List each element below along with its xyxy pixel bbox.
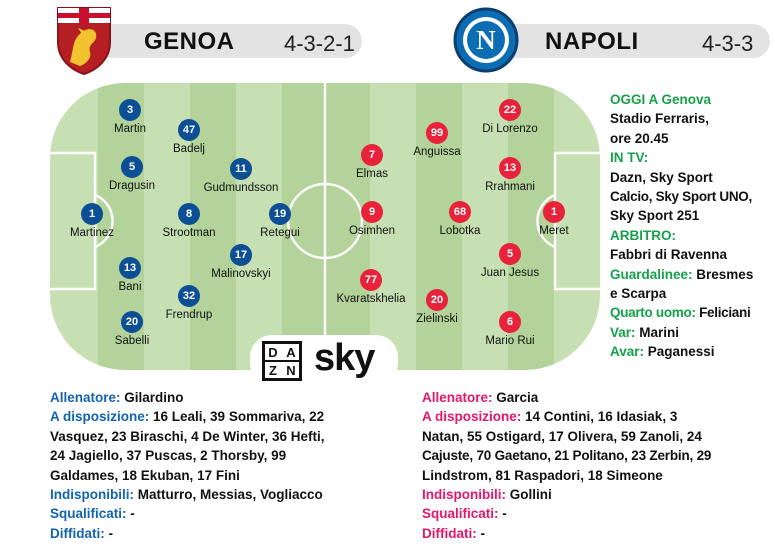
player-number: 11 bbox=[230, 158, 252, 180]
diffidati-label: Diffidati: bbox=[50, 525, 105, 541]
player-name: Bani bbox=[118, 281, 142, 293]
disposizione-line: 16 Leali, 39 Sommariva, 22 bbox=[149, 409, 325, 425]
player-number: 19 bbox=[269, 203, 291, 225]
disposizione-line: Cajuste, 70 Gaetano, 21 Politano, 23 Zerbin, 29 bbox=[422, 448, 712, 464]
indisponibili-label: Indisponibili: bbox=[50, 487, 134, 503]
player-number: 22 bbox=[499, 99, 521, 121]
broadcaster-logos bbox=[250, 335, 398, 385]
diffidati: - bbox=[476, 525, 485, 541]
match-info bbox=[610, 90, 775, 362]
tv-line: Dazn, Sky Sport bbox=[610, 169, 713, 185]
player-name: Kvaratskhelia bbox=[336, 293, 406, 305]
disposizione-line: Lindstrom, 81 Raspadori, 18 Simeone bbox=[422, 467, 663, 483]
player-name: Strootman bbox=[162, 227, 216, 239]
player-name: Juan Jesus bbox=[480, 267, 540, 279]
away-team-name: NAPOLI bbox=[545, 28, 639, 55]
disposizione-line: Natan, 55 Ostigard, 17 Olivera, 59 Zanoli, 24 bbox=[422, 428, 702, 444]
guardalinee-label: Guardalinee: bbox=[610, 266, 693, 282]
guardalinee-cont: e Scarpa bbox=[610, 286, 667, 302]
player-name: Gudmundsson bbox=[203, 182, 279, 194]
svg-text:A: A bbox=[286, 345, 296, 360]
tv-label: IN TV: bbox=[610, 150, 649, 166]
player-number: 32 bbox=[178, 285, 200, 307]
player-number: 7 bbox=[361, 144, 383, 166]
player-name: Malinovskyi bbox=[211, 268, 271, 280]
player-number: 9 bbox=[361, 201, 383, 223]
player-number: 13 bbox=[119, 257, 141, 279]
svg-text:N: N bbox=[476, 25, 496, 55]
oggi-label: OGGI A Genova bbox=[610, 92, 712, 107]
player-name: Anguissa bbox=[413, 146, 461, 158]
squalificati-label: Squalificati: bbox=[50, 506, 127, 522]
player-number: 99 bbox=[426, 122, 448, 144]
svg-text:D: D bbox=[268, 345, 278, 360]
avar-label: Avar: bbox=[610, 344, 645, 360]
sky-logo: sky bbox=[314, 337, 375, 379]
disposizione-line: Galdames, 18 Ekuban, 17 Fini bbox=[50, 467, 240, 483]
guardalinee: Bresmes bbox=[692, 266, 754, 282]
var-label: Var: bbox=[610, 324, 636, 340]
player-number: 3 bbox=[119, 99, 141, 121]
indisponibili: Gollini bbox=[506, 487, 552, 503]
away-team-formation: 4-3-3 bbox=[702, 31, 754, 56]
home-team-name: GENOA bbox=[144, 28, 235, 55]
avar: Paganessi bbox=[644, 344, 715, 360]
allenatore: Garcia bbox=[492, 390, 539, 405]
diffidati-label: Diffidati: bbox=[422, 525, 477, 541]
player-name: Lobotka bbox=[439, 225, 481, 237]
dazn-logo bbox=[262, 341, 302, 381]
allenatore: Gilardino bbox=[120, 390, 184, 405]
disposizione-label: A disposizione: bbox=[422, 409, 522, 425]
disposizione-line: 24 Jagiello, 37 Puscas, 2 Thorsby, 99 bbox=[50, 448, 287, 464]
diffidati: - bbox=[104, 525, 113, 541]
arbitro: Fabbri di Ravenna bbox=[610, 247, 728, 263]
allenatore-label: Allenatore: bbox=[50, 390, 121, 405]
player-number: 47 bbox=[178, 119, 200, 141]
disposizione-line: 14 Contini, 16 Idasiak, 3 bbox=[521, 409, 678, 425]
player-name: Martin bbox=[114, 123, 146, 135]
player-name: Sabelli bbox=[114, 335, 150, 347]
indisponibili: Matturro, Messias, Vogliacco bbox=[134, 487, 323, 503]
player-name: Rrahmani bbox=[485, 181, 535, 193]
player-name: Meret bbox=[539, 225, 569, 237]
player-name: Zielinski bbox=[416, 313, 458, 325]
player-number: 6 bbox=[499, 311, 521, 333]
quarto-uomo-label: Quarto uomo: bbox=[610, 305, 696, 321]
napoli-crest-icon bbox=[452, 6, 520, 74]
tv-line: Calcio, Sky Sport UNO, bbox=[610, 189, 752, 205]
player-number: 20 bbox=[426, 289, 448, 311]
player-number: 1 bbox=[543, 201, 565, 223]
player-number: 13 bbox=[499, 157, 521, 179]
svg-text:N: N bbox=[286, 363, 296, 378]
player-number: 77 bbox=[360, 269, 382, 291]
player-number: 17 bbox=[230, 244, 252, 266]
player-name: Mario Rui bbox=[485, 335, 535, 347]
player-number: 20 bbox=[121, 311, 143, 333]
player-number: 1 bbox=[81, 203, 103, 225]
genoa-roster bbox=[50, 388, 405, 543]
svg-text:Z: Z bbox=[269, 363, 277, 378]
quarto-uomo: Feliciani bbox=[695, 305, 751, 321]
disposizione-label: A disposizione: bbox=[50, 409, 150, 425]
player-name: Martinez bbox=[69, 227, 115, 239]
player-name: Retegui bbox=[260, 227, 300, 239]
player-name: Osimhen bbox=[348, 225, 396, 237]
player-name: Di Lorenzo bbox=[482, 123, 538, 135]
player-name: Elmas bbox=[356, 168, 388, 180]
disposizione-line: Vasquez, 23 Biraschi, 4 De Winter, 36 Hefti, bbox=[50, 428, 325, 444]
player-number: 8 bbox=[178, 203, 200, 225]
player-number: 5 bbox=[121, 156, 143, 178]
genoa-crest-icon bbox=[52, 4, 116, 76]
napoli-roster bbox=[422, 388, 775, 543]
squalificati: - bbox=[498, 506, 507, 522]
player-number: 5 bbox=[499, 243, 521, 265]
var: Marini bbox=[635, 324, 680, 340]
indisponibili-label: Indisponibili: bbox=[422, 487, 506, 503]
squalificati: - bbox=[126, 506, 135, 522]
player-name: Frendrup bbox=[165, 309, 213, 321]
allenatore-label: Allenatore: bbox=[422, 390, 493, 405]
kickoff-time: ore 20.45 bbox=[610, 130, 669, 146]
arbitro-label: ARBITRO: bbox=[610, 227, 676, 243]
venue: Stadio Ferraris, bbox=[610, 111, 710, 127]
squalificati-label: Squalificati: bbox=[422, 506, 499, 522]
player-name: Badelj bbox=[173, 143, 205, 155]
tv-line: Sky Sport 251 bbox=[610, 208, 700, 224]
home-team-formation: 4-3-2-1 bbox=[284, 31, 355, 56]
player-name: Dragusin bbox=[108, 180, 156, 192]
player-number: 68 bbox=[449, 201, 471, 223]
